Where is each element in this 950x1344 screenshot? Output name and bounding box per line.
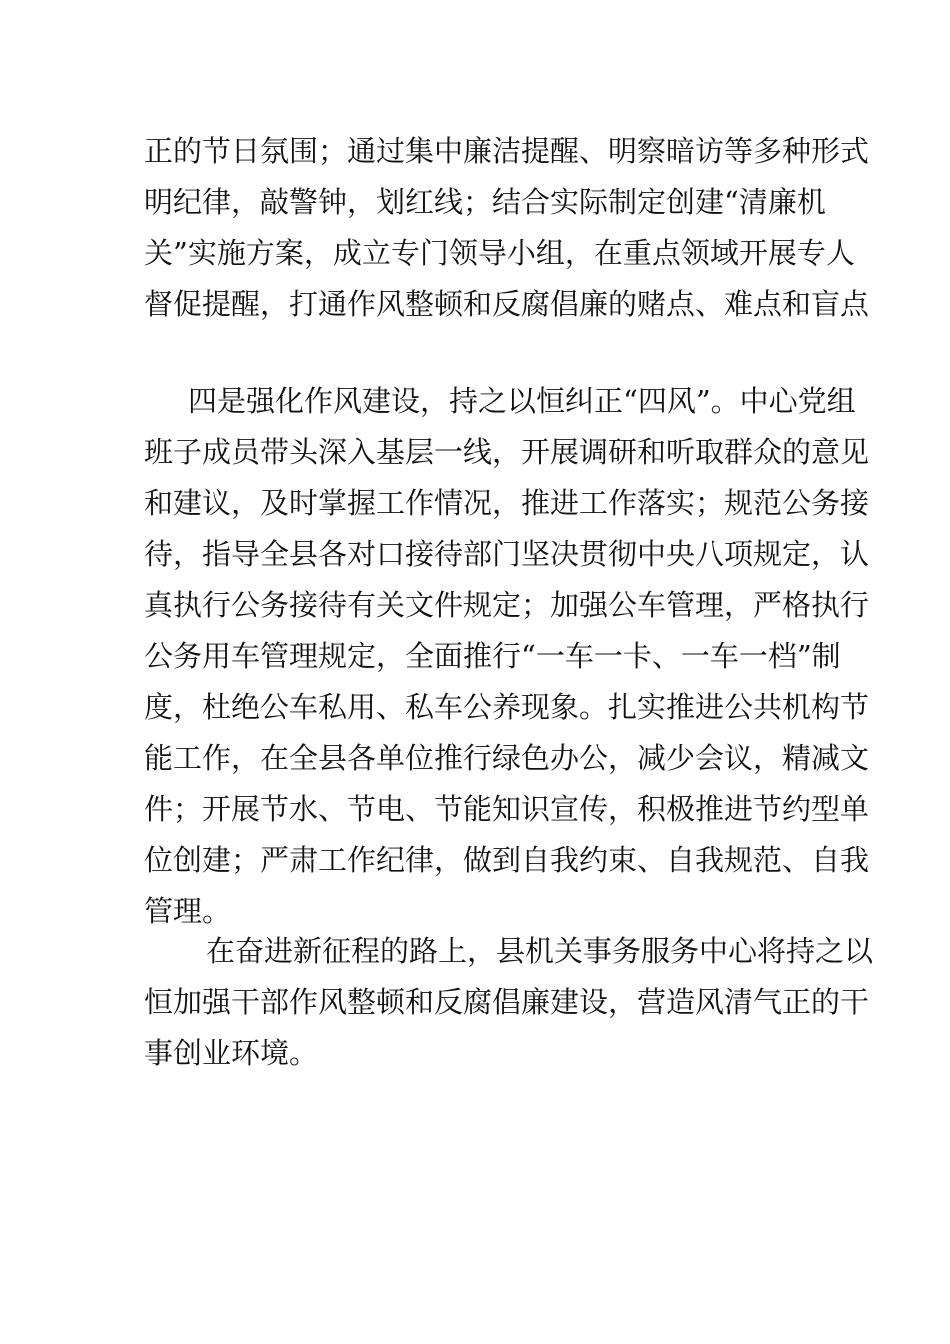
paragraph-conclusion [144, 926, 874, 1079]
paragraph-integrity-reminder [144, 126, 870, 330]
paragraph-line: 能工作，在全县各单位推行绿色办公，减少会议，精减文 [144, 741, 870, 775]
paragraph-line: 明纪律，敲警钟，划红线；结合实际制定创建“清廉机 [144, 185, 826, 219]
paragraph-line: 班子成员带头深入基层一线，开展调研和听取群众的意见 [144, 435, 870, 469]
paragraph-line: 件；开展节水、节电、节能知识宣传，积极推进节约型单 [144, 792, 870, 826]
paragraph-line: 真执行公务接待有关文件规定；加强公车管理，严格执行 [144, 588, 870, 622]
paragraph-work-style [144, 376, 870, 937]
paragraph-line: 度，杜绝公车私用、私车公养现象。扎实推进公共机构节 [144, 690, 870, 724]
paragraph-line: 四是强化作风建设，持之以恒纠正“四风”。中心党组 [188, 384, 856, 418]
paragraph-line: 和建议，及时掌握工作情况，推进工作落实；规范公务接 [144, 486, 870, 520]
paragraph-line: 恒加强干部作风整顿和反腐倡廉建设，营造风清气正的干 [144, 985, 870, 1019]
paragraph-line: 正的节日氛围；通过集中廉洁提醒、明察暗访等多种形式 [144, 134, 870, 168]
paragraph-line: 事创业环境。 [144, 1036, 319, 1070]
paragraph-line: 待，指导全县各对口接待部门坚决贯彻中央八项规定，认 [144, 537, 870, 571]
paragraph-line: 在奋进新征程的路上，县机关事务服务中心将持之以 [206, 934, 874, 968]
paragraph-line: 关”实施方案，成立专门领导小组，在重点领域开展专人 [144, 236, 855, 270]
paragraph-line: 管理。 [144, 894, 232, 928]
paragraph-line: 位创建；严肃工作纪律，做到自我约束、自我规范、自我 [144, 843, 870, 877]
paragraph-line: 督促提醒，打通作风整顿和反腐倡廉的赌点、难点和盲点 [144, 287, 870, 321]
paragraph-line: 公务用车管理规定，全面推行“一车一卡、一车一档”制 [144, 639, 841, 673]
